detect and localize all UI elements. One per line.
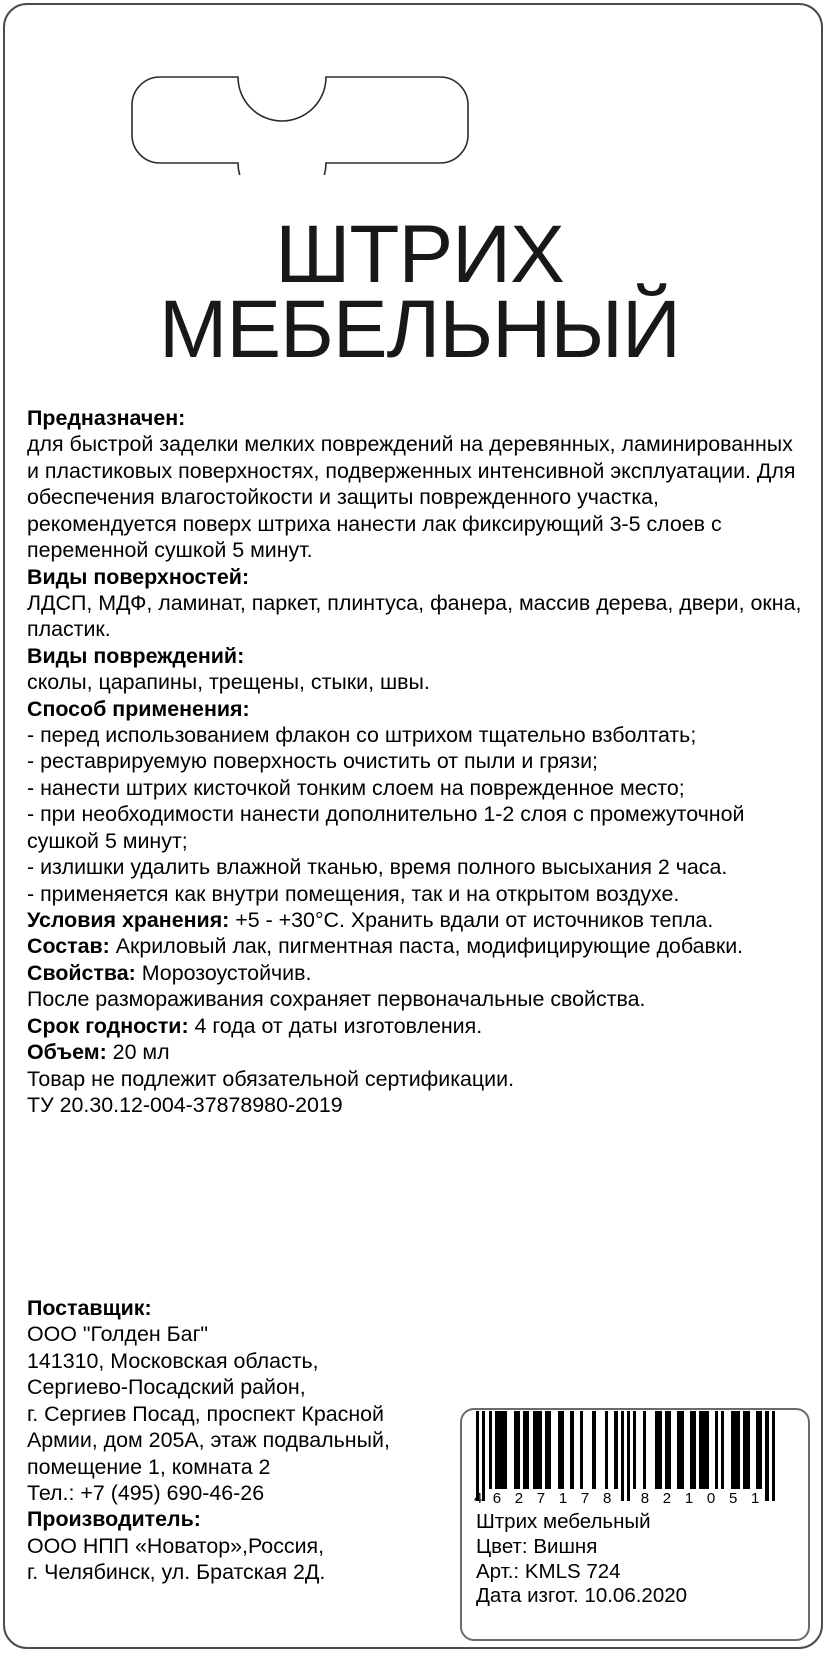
properties-extra: После размораживания сохраняет первоначальные свойства. [27,987,646,1012]
barcode-digit: 4 [474,1490,483,1507]
supplier-line: 141310, Московская область, [27,1348,319,1373]
page-title [5,209,829,376]
supplier-line: помещение 1, комната 2 [27,1454,271,1479]
composition-label: Состав: [27,934,110,959]
barcode-product-name: Штрих мебельный [476,1510,651,1533]
barcode-digit: 2 [662,1490,672,1507]
usage-step: - перед использованием флакон со штрихом тщательно взболтать; [27,723,697,748]
purpose-heading: Предназначен: [27,406,186,430]
barcode-product-info [476,1510,806,1609]
storage-label: Условия хранения: [27,908,230,933]
properties-label: Свойства: [27,960,136,985]
product-description [27,405,807,1118]
title-line-1: ШТРИХ [275,209,564,300]
barcode-digit: 7 [536,1490,546,1507]
barcode-sticker [460,1408,810,1641]
barcode-image [476,1411,775,1495]
barcode-digit: 8 [602,1490,612,1507]
usage-step: - при необходимости нанести дополнительно 1-2 слоя с промежуточной сушкой 5 минут; [27,802,745,853]
storage-line [27,907,807,933]
surfaces-text: ЛДСП, МДФ, ламинат, паркет, плинтуса, фанера, массив дерева, двери, окна, пластик. [27,590,802,642]
hang-slot-shape [120,65,480,175]
barcode-digit: 6 [492,1490,502,1507]
barcode-area [462,1411,808,1507]
usage-step: - реставрируемую поверхность очистить от пыли и грязи; [27,749,598,774]
supplier-line: Сергиево-Посадский район, [27,1375,306,1400]
barcode-color: Цвет: Вишня [476,1534,598,1558]
barcode-date: Дата изгот. 10.06.2020 [476,1584,688,1608]
supplier-line: Армии, дом 205А, этаж подвальный, [27,1428,390,1453]
barcode-digit: 0 [706,1490,716,1507]
volume-line [27,1039,807,1065]
storage-value: +5 - +30°C. Хранить вдали от источников тепла. [229,908,714,933]
product-hang-card [3,3,823,1649]
manufacturer-line: ООО НПП «Новатор»,Россия, [27,1533,325,1558]
tu-code: ТУ 20.30.12-004-37878980-2019 [27,1092,343,1117]
usage-heading: Способ применения: [27,696,250,721]
barcode-digit: 8 [640,1490,650,1507]
shelf-life-value: 4 года от даты изготовления. [188,1013,483,1038]
damages-heading: Виды повреждений: [27,643,245,668]
euro-hang-slot [120,65,480,175]
supplier-line: ООО "Голден Баг" [27,1322,208,1347]
barcode-digit: 1 [750,1490,760,1507]
barcode-digit: 1 [558,1490,568,1507]
supplier-heading: Поставщик: [27,1296,152,1320]
title-line-2: МЕБЕЛЬНЫЙ [159,284,680,376]
properties-line [27,960,807,986]
composition-line [27,933,807,959]
usage-step: - излишки удалить влажной тканью, время полного высыхания 2 часа. [27,855,728,880]
usage-step: - применяется как внутри помещения, так и на открытом воздухе. [27,881,680,906]
manufacturer-heading: Производитель: [27,1507,201,1532]
supplier-line: г. Сергиев Посад, проспект Красной [27,1401,384,1426]
properties-value: Морозоустойчив. [135,960,312,985]
barcode-digit: 2 [514,1490,524,1507]
supplier-phone: Тел.: +7 (495) 690-46-26 [27,1480,265,1505]
barcode-article: Арт.: KMLS 724 [476,1559,621,1583]
barcode-digit: 7 [580,1490,590,1507]
surfaces-heading: Виды поверхностей: [27,564,250,589]
manufacturer-line: г. Челябинск, ул. Братская 2Д. [27,1560,326,1585]
shelf-life-label: Срок годности: [27,1013,189,1038]
damages-text: сколы, царапины, трещены, стыки, швы. [27,670,430,695]
composition-value: Акриловый лак, пигментная паста, модифицирующие добавки. [109,934,744,959]
volume-value: 20 мл [106,1040,170,1065]
barcode-digit: 1 [684,1490,694,1507]
barcode-digits [472,1490,802,1508]
barcode-digit: 5 [728,1490,738,1507]
supplier-manufacturer-block [27,1295,457,1586]
usage-step: - нанести штрих кисточкой тонким слоем на поврежденное место; [27,775,685,800]
volume-label: Объем: [27,1040,107,1065]
certification-note: Товар не подлежит обязательной сертификации. [27,1066,515,1091]
purpose-text: для быстрой заделки мелких повреждений на деревянных, ламинированных и пластиковых поверхностях, подверженных интенсивной эксплуатации. Для обеспечения влагостойкости и защиты поврежденного участка, рекомендуется поверх штриха нанести лак фиксирующий 3-5 слоев с переменной сушкой 5 минут. [27,432,796,563]
shelf-life-line [27,1013,807,1039]
